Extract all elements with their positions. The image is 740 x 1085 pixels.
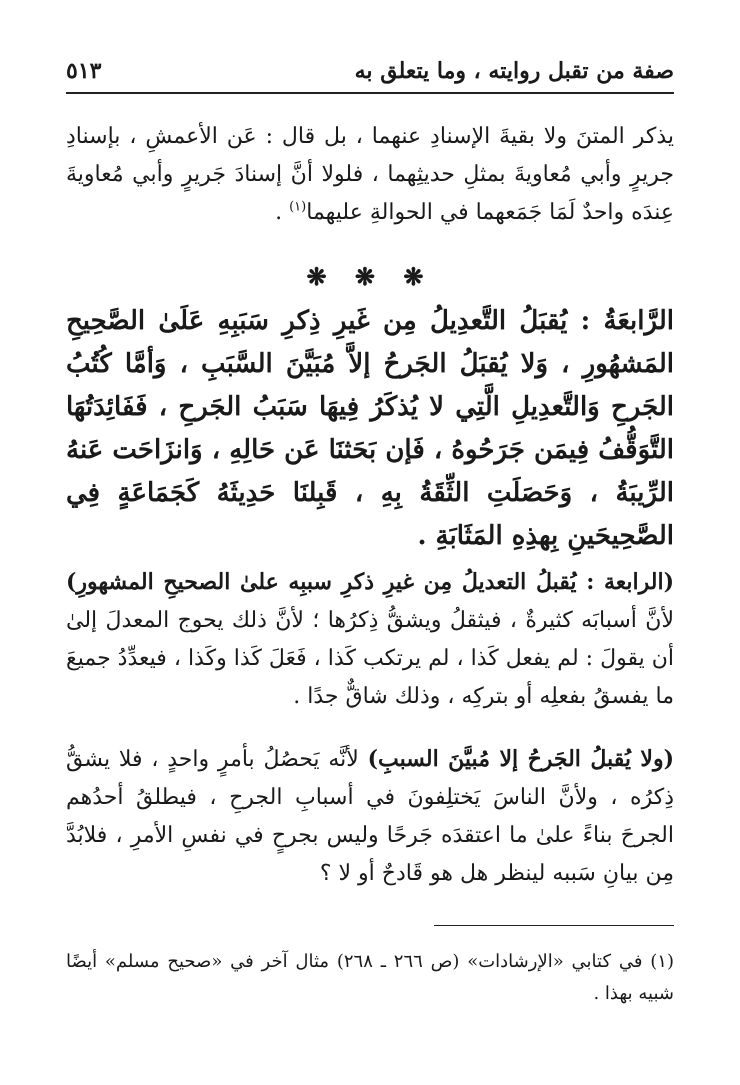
lemma-2: (الرابعة : يُقبلُ التعديلُ مِن غيرِ ذكرِ سببِه علىٰ الصحيحِ المشهورِ): [66, 569, 674, 595]
paragraph-1-text: يذكر المتنَ ولا بقيةَ الإسنادِ عنهما ، بل قال : عَن الأعمشِ ، بإسنادِ جريرٍ وأبي مُعاويةَ بمثلِ حديثِهما ، فلولا أنَّ إسنادَ جَريرٍ وأبي مُعاويةَ عِندَه واحدٌ لَمَا جَمَعهما في الحوالةِ عليهما: [66, 124, 674, 225]
paragraph-2-text: لأنَّ أسبابَه كثيرةٌ ، فيثقلُ ويشقُّ ذِكرُها ؛ لأنَّ ذلك يحوج المعدلَ إلىٰ أن يقولَ : لم يفعل كَذا ، لم يرتكب كَذا ، فَعَلَ كَذا وكَذا ، فيعدِّدُ جميعَ ما يفسقُ بفعلِه أو بتركِه ، وذلك شاقٌّ جدًا .: [66, 608, 674, 709]
commentary-paragraph-1: [66, 118, 674, 232]
footnote-rule: [434, 925, 674, 926]
commentary-paragraph-3: [66, 740, 674, 893]
running-title: صفة من تقبل روايته ، وما يتعلق به: [354, 58, 674, 84]
commentary-paragraph-2: [66, 563, 674, 716]
footnote: (١) في كتابي «الإرشادات» (ص ٢٦٦ ـ ٢٦٨) مثال آخر في «صحيح مسلم» أيضًا شبيه بهذا .: [66, 951, 674, 1004]
matn-text: الرَّابعَةُ : يُقبَلُ التَّعدِيلُ مِن غَيرِ ذِكرِ سَبَبِهِ عَلَىٰ الصَّحِيحِ المَشهُورِ ، وَلا يُقبَلُ الجَرحُ إلاَّ مُبَيَّنَ السَّبَبِ ، وَأمَّا كُتُبُ الجَرحِ وَالتَّعدِيلِ الَّتِي لا يُذكَرُ فِيهَا سَبَبُ الجَرحِ ، فَفَائِدَتُهَا التَّوَقُّفُ فِيمَن جَرَحُوهُ ، فَإن بَحَثنَا عَن حَالِهِ ، وَانزَاحَت عَنهُ الرِّيبَةُ ، وَحَصَلَتِ الثِّقَةُ بِهِ ، قَبِلنَا حَدِيثَهُ كَجَمَاعَةٍ فِي الصَّحِيحَينِ بِهذِهِ المَثَابَةِ .: [66, 306, 674, 551]
paragraph-3-text: لأنَّه يَحصُلُ بأمرٍ واحدٍ ، فلا يشقُّ ذِكرُه ، ولأنَّ الناسَ يَختلِفونَ في أسبابِ الجرحِ ، فيطلقُ أحدُهم الجرحَ بناءً علىٰ ما اعتقدَه جَرحًا وليس بجرحٍ في نفسِ الأمرِ ، فلابُدَّ مِن بيانِ سَببه لينظر هل هو قَادحٌ أو لا ؟: [66, 747, 674, 886]
section-separator: ❋ ❋ ❋: [306, 262, 434, 291]
page-header: [66, 52, 674, 92]
lemma-3: (ولا يُقبلُ الجَرحُ إلا مُبيَّنَ السببِ): [367, 746, 674, 772]
header-rule: [66, 92, 674, 94]
footnote-reference[interactable]: (١): [289, 199, 307, 215]
page-number: ٥١٣: [66, 58, 102, 84]
paragraph-1-end: .: [275, 200, 290, 225]
